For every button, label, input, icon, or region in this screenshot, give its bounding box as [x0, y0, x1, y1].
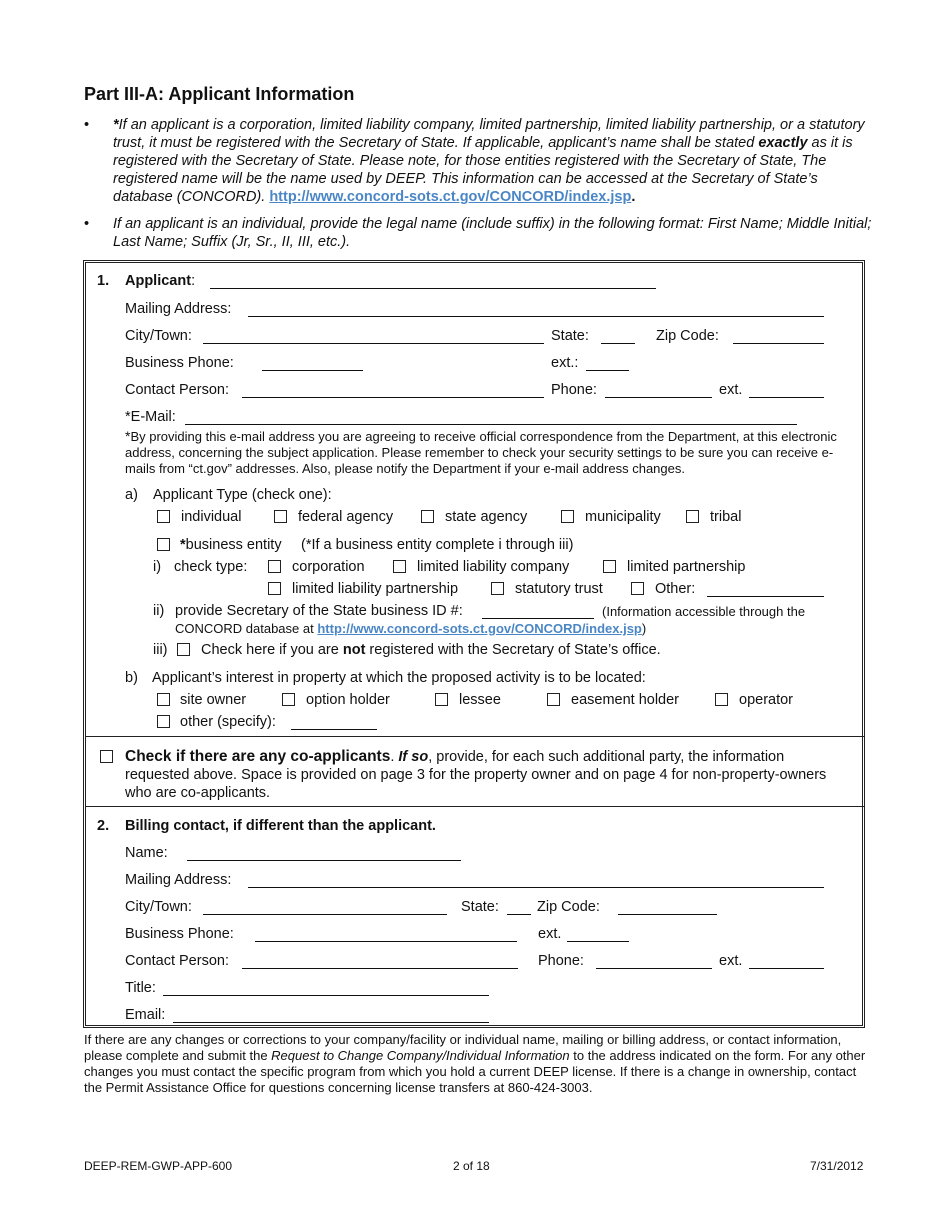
option-label: tribal — [710, 509, 742, 525]
option-label: corporation — [292, 559, 365, 575]
phone-label: Phone: — [538, 953, 584, 969]
municipality-checkbox[interactable] — [561, 510, 574, 523]
email-label: *E-Mail: — [125, 409, 176, 425]
applicant-label: Applicant: — [125, 273, 196, 289]
billing-phone-field[interactable] — [596, 968, 712, 969]
other-specify-label: other (specify): — [180, 714, 276, 730]
bold-word: exactly — [758, 135, 808, 151]
mailing-address-label: Mailing Address: — [125, 301, 232, 317]
billing-mailing-address-field[interactable] — [248, 887, 824, 888]
city-town-field[interactable] — [203, 343, 544, 344]
co-applicants-text: Check if there are any co-applicants. If so, provide, for each such additional party, the information requested above. Space is provided on page 3 for the property owner and on page 4 for non-property-owners who are co-applicants. — [125, 748, 827, 801]
individual-checkbox[interactable] — [157, 510, 170, 523]
email-notice: *By providing this e-mail address you are agreeing to receive official correspondence from the Department, at this electronic address, concerning the subject application. Please remember to check your security settings to be sure you can receive e-mails from “ct.gov” addresses. Also, please notify the Department if your e-mail address changes. — [125, 428, 837, 476]
mailing-address-field[interactable] — [248, 316, 824, 317]
billing-ext2-field[interactable] — [749, 968, 824, 969]
applicant-type-label: Applicant Type (check one): — [153, 487, 332, 503]
federal-agency-checkbox[interactable] — [274, 510, 287, 523]
ext-label: ext. — [719, 382, 743, 398]
business-id-info: (Information accessible through the — [602, 604, 806, 619]
option-label: operator — [739, 692, 794, 708]
instruction-bullet-1 — [84, 116, 874, 206]
contact-person-label: Contact Person: — [125, 953, 229, 969]
revision-date: 7/31/2012 — [810, 1159, 864, 1173]
business-entity-label: *business entity — [180, 537, 282, 553]
page-number: 2 of 18 — [453, 1159, 490, 1173]
ext-field[interactable] — [749, 397, 824, 398]
state-agency-checkbox[interactable] — [421, 510, 434, 523]
billing-zip-field[interactable] — [618, 914, 717, 915]
phone-field[interactable] — [605, 397, 712, 398]
name-label: Name: — [125, 845, 168, 861]
business-phone-label: Business Phone: — [125, 355, 234, 371]
section-1-number: 1. — [97, 273, 110, 289]
zip-field[interactable] — [733, 343, 824, 344]
business-entity-checkbox[interactable] — [157, 538, 170, 551]
business-id-field[interactable] — [482, 618, 594, 619]
ext-label: ext. — [719, 953, 743, 969]
option-label: individual — [181, 509, 242, 525]
check-type-label: check type: — [174, 559, 248, 575]
billing-contact-title: Billing contact, if different than the applicant. — [125, 818, 436, 834]
concord-link[interactable]: http://www.concord-sots.ct.gov/CONCORD/index.jsp — [317, 621, 642, 636]
billing-ext-field[interactable] — [567, 941, 629, 942]
billing-business-phone-field[interactable] — [255, 941, 517, 942]
phone-label: Phone: — [551, 382, 597, 398]
ext-field[interactable] — [586, 370, 629, 371]
zip-label: Zip Code: — [537, 899, 600, 915]
state-label: State: — [461, 899, 499, 915]
option-label: municipality — [585, 509, 661, 525]
other-specify-field[interactable] — [291, 729, 377, 730]
item-b-label: b) — [125, 670, 138, 686]
city-town-label: City/Town: — [125, 899, 192, 915]
bullet-marker: • — [84, 216, 90, 232]
tribal-checkbox[interactable] — [686, 510, 699, 523]
changes-notice: If there are any changes or corrections to your company/facility or individual name, mailing or billing address, or contact information, please complete and submit the Request to Change Company/Individual Information to the address indicated on the form. For any other changes you must contact the specific program from which you hold a current DEEP license. If there is a change in ownership, contact the Permit Assistance Office for questions concerning license transfers at 860-424-3003. — [84, 1032, 866, 1095]
statutory-trust-checkbox[interactable] — [491, 582, 504, 595]
state-label: State: — [551, 328, 589, 344]
option-label: site owner — [180, 692, 247, 708]
divider — [86, 806, 864, 807]
ext-label: ext. — [538, 926, 562, 942]
not-registered-checkbox[interactable] — [177, 643, 190, 656]
bullet-text: If an applicant is a corporation, limited liability company, limited partnership, limited liability partnership, or a statutory trust, it must be registered with the Secretary of State. If applicable, applicant’s name shall be stated — [113, 117, 865, 151]
business-entity-note: (*If a business entity complete i through iii) — [301, 537, 574, 553]
asterisk: * — [113, 117, 119, 133]
divider — [86, 736, 864, 737]
not-registered-label: Check here if you are not registered with the Secretary of State’s office. — [201, 642, 661, 658]
easement-holder-checkbox[interactable] — [547, 693, 560, 706]
concord-link[interactable]: http://www.concord-sots.ct.gov/CONCORD/index.jsp — [269, 189, 632, 205]
other-entity-checkbox[interactable] — [631, 582, 644, 595]
limited-partnership-checkbox[interactable] — [603, 560, 616, 573]
instruction-bullet-2 — [84, 215, 874, 251]
section-2-number: 2. — [97, 818, 110, 834]
option-holder-checkbox[interactable] — [282, 693, 295, 706]
contact-person-field[interactable] — [242, 397, 544, 398]
ext-label: ext.: — [551, 355, 579, 371]
billing-state-field[interactable] — [507, 914, 531, 915]
contact-person-label: Contact Person: — [125, 382, 229, 398]
operator-checkbox[interactable] — [715, 693, 728, 706]
applicant-name-field[interactable] — [210, 288, 656, 289]
other-interest-checkbox[interactable] — [157, 715, 170, 728]
item-ii-label: ii) — [153, 603, 165, 619]
billing-name-field[interactable] — [187, 860, 461, 861]
business-phone-field[interactable] — [262, 370, 363, 371]
option-label: limited liability company — [417, 559, 570, 575]
interest-label: Applicant’s interest in property at which the proposed activity is to be located: — [152, 670, 646, 686]
billing-contact-person-field[interactable] — [242, 968, 518, 969]
form-id: DEEP-REM-GWP-APP-600 — [84, 1159, 233, 1173]
bullet-text: as it is registered with the Secretary of State. Please note, for those entities registered with the Secretary of State, The registered name will be the name used by DEEP. This information can be accessed at the Secretary of State’s database (CONCORD). — [113, 135, 853, 205]
option-label: statutory trust — [515, 581, 603, 597]
option-label: option holder — [306, 692, 390, 708]
mailing-address-label: Mailing Address: — [125, 872, 232, 888]
zip-label: Zip Code: — [656, 328, 719, 344]
option-label: federal agency — [298, 509, 394, 525]
item-iii-label: iii) — [153, 642, 168, 658]
corporation-checkbox[interactable] — [268, 560, 281, 573]
period: . — [631, 189, 636, 205]
business-id-info-2: CONCORD database at http://www.concord-sots.ct.gov/CONCORD/index.jsp) — [175, 621, 647, 636]
page-title: Part III-A: Applicant Information — [84, 84, 355, 104]
billing-title-field[interactable] — [163, 995, 489, 996]
billing-city-field[interactable] — [203, 914, 447, 915]
lessee-checkbox[interactable] — [435, 693, 448, 706]
site-owner-checkbox[interactable] — [157, 693, 170, 706]
bullet-marker: • — [84, 117, 90, 133]
item-a-label: a) — [125, 487, 138, 503]
billing-email-field[interactable] — [173, 1022, 489, 1023]
option-label: easement holder — [571, 692, 680, 708]
option-label: lessee — [459, 692, 501, 708]
title-label: Title: — [125, 980, 156, 996]
item-i-label: i) — [153, 559, 162, 575]
other-entity-field[interactable] — [707, 596, 824, 597]
bullet-text: If an applicant is an individual, provide the legal name (include suffix) in the following format: First Name; Middle Initial; Last Name; Suffix (Jr, Sr., II, III, etc.). — [113, 216, 872, 250]
option-label: state agency — [445, 509, 528, 525]
business-id-label: provide Secretary of the State business ID #: — [175, 603, 463, 619]
option-label: limited partnership — [627, 559, 746, 575]
option-label: limited liability partnership — [292, 581, 459, 597]
option-label: Other: — [655, 581, 696, 597]
email-field[interactable] — [185, 424, 797, 425]
co-applicants-checkbox[interactable] — [100, 750, 113, 763]
llp-checkbox[interactable] — [268, 582, 281, 595]
city-town-label: City/Town: — [125, 328, 192, 344]
business-phone-label: Business Phone: — [125, 926, 234, 942]
state-field[interactable] — [601, 343, 635, 344]
llc-checkbox[interactable] — [393, 560, 406, 573]
email-label: Email: — [125, 1007, 166, 1023]
